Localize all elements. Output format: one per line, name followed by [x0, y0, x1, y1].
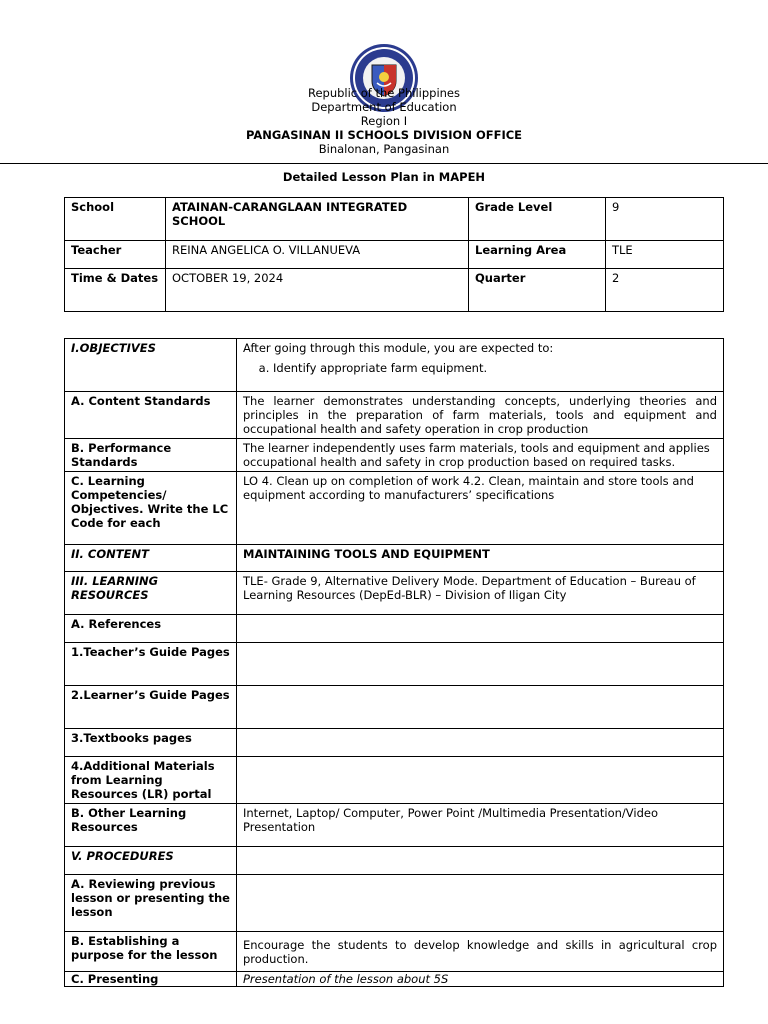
- teacher-value: REINA ANGELICA O. VILLANUEVA: [166, 241, 469, 269]
- header-divider: [0, 163, 768, 164]
- establishing-purpose-label: B. Establishing a purpose for the lesson: [65, 932, 237, 972]
- header-location: Binalonan, Pangasinan: [318, 142, 450, 156]
- presenting-value: Presentation of the lesson about 5S: [237, 972, 724, 987]
- presenting-label: C. Presenting: [65, 972, 237, 987]
- quarter-value: 2: [606, 269, 724, 312]
- teachers-guide-value: [237, 643, 724, 686]
- objectives-item: a. Identify appropriate farm equipment.: [273, 361, 717, 375]
- other-resources-label: B. Other Learning Resources: [65, 804, 237, 847]
- references-label: A. References: [65, 615, 237, 643]
- objectives-list: [243, 361, 717, 375]
- objectives-label: I.OBJECTIVES: [65, 339, 237, 392]
- school-value: ATAINAN-CARANGLAAN INTEGRATED SCHOOL: [166, 198, 469, 241]
- grade-level-value: 9: [606, 198, 724, 241]
- procedures-value: [237, 847, 724, 875]
- establishing-purpose-value: Encourage the students to develop knowledge and skills in agricultural crop production.: [237, 932, 724, 972]
- reviewing-value: [237, 875, 724, 932]
- content-standards-value: The learner demonstrates understanding concepts, underlying theories and principles in the preparation of farm materials, tools and equipment and occupational health and safety operation in crop production: [237, 392, 724, 439]
- school-label: School: [65, 198, 166, 241]
- header-department: Department of Education: [311, 100, 457, 114]
- info-table: [64, 197, 724, 312]
- objectives-cell: [237, 339, 724, 392]
- reviewing-label: A. Reviewing previous lesson or presenting the lesson: [65, 875, 237, 932]
- additional-materials-label: 4.Additional Materials from Learning Resources (LR) portal: [65, 757, 237, 804]
- content-label: II. CONTENT: [65, 545, 237, 572]
- lesson-table: [64, 338, 724, 987]
- time-dates-label: Time & Dates: [65, 269, 166, 312]
- other-resources-value: Internet, Laptop/ Computer, Power Point /Multimedia Presentation/Video Presentation: [237, 804, 724, 847]
- performance-standards-label: B. Performance Standards: [65, 439, 237, 472]
- procedures-label: V. PROCEDURES: [65, 847, 237, 875]
- quarter-label: Quarter: [469, 269, 606, 312]
- content-value: MAINTAINING TOOLS AND EQUIPMENT: [237, 545, 724, 572]
- learning-resources-label: III. LEARNING RESOURCES: [65, 572, 237, 615]
- additional-materials-value: [237, 757, 724, 804]
- learners-guide-value: [237, 686, 724, 729]
- learning-competencies-value: LO 4. Clean up on completion of work 4.2. Clean, maintain and store tools and equipment according to manufacturers’ specifications: [237, 472, 724, 545]
- time-dates-value: OCTOBER 19, 2024: [166, 269, 469, 312]
- textbooks-value: [237, 729, 724, 757]
- textbooks-label: 3.Textbooks pages: [65, 729, 237, 757]
- content-standards-label: A. Content Standards: [65, 392, 237, 439]
- learning-area-value: TLE: [606, 241, 724, 269]
- learning-area-label: Learning Area: [469, 241, 606, 269]
- learning-resources-value: TLE- Grade 9, Alternative Delivery Mode. Department of Education – Bureau of Learning Resources (DepEd-BLR) – Division of Iligan City: [237, 572, 724, 615]
- grade-level-label: Grade Level: [469, 198, 606, 241]
- header-region: Region I: [360, 114, 408, 128]
- teacher-label: Teacher: [65, 241, 166, 269]
- document-header: [0, 86, 768, 156]
- objectives-intro: After going through this module, you are expected to:: [243, 341, 554, 355]
- learning-competencies-label: C. Learning Competencies/ Objectives. Write the LC Code for each: [65, 472, 237, 545]
- plan-title: Detailed Lesson Plan in MAPEH: [282, 170, 486, 184]
- learners-guide-label: 2.Learner’s Guide Pages: [65, 686, 237, 729]
- teachers-guide-label: 1.Teacher’s Guide Pages: [65, 643, 237, 686]
- header-office: PANGASINAN II SCHOOLS DIVISION OFFICE: [245, 128, 523, 142]
- references-value: [237, 615, 724, 643]
- header-republic: Republic of the Philippines: [307, 86, 461, 100]
- performance-standards-value: The learner independently uses farm materials, tools and equipment and applies occupational health and safety in crop production based on required tasks.: [237, 439, 724, 472]
